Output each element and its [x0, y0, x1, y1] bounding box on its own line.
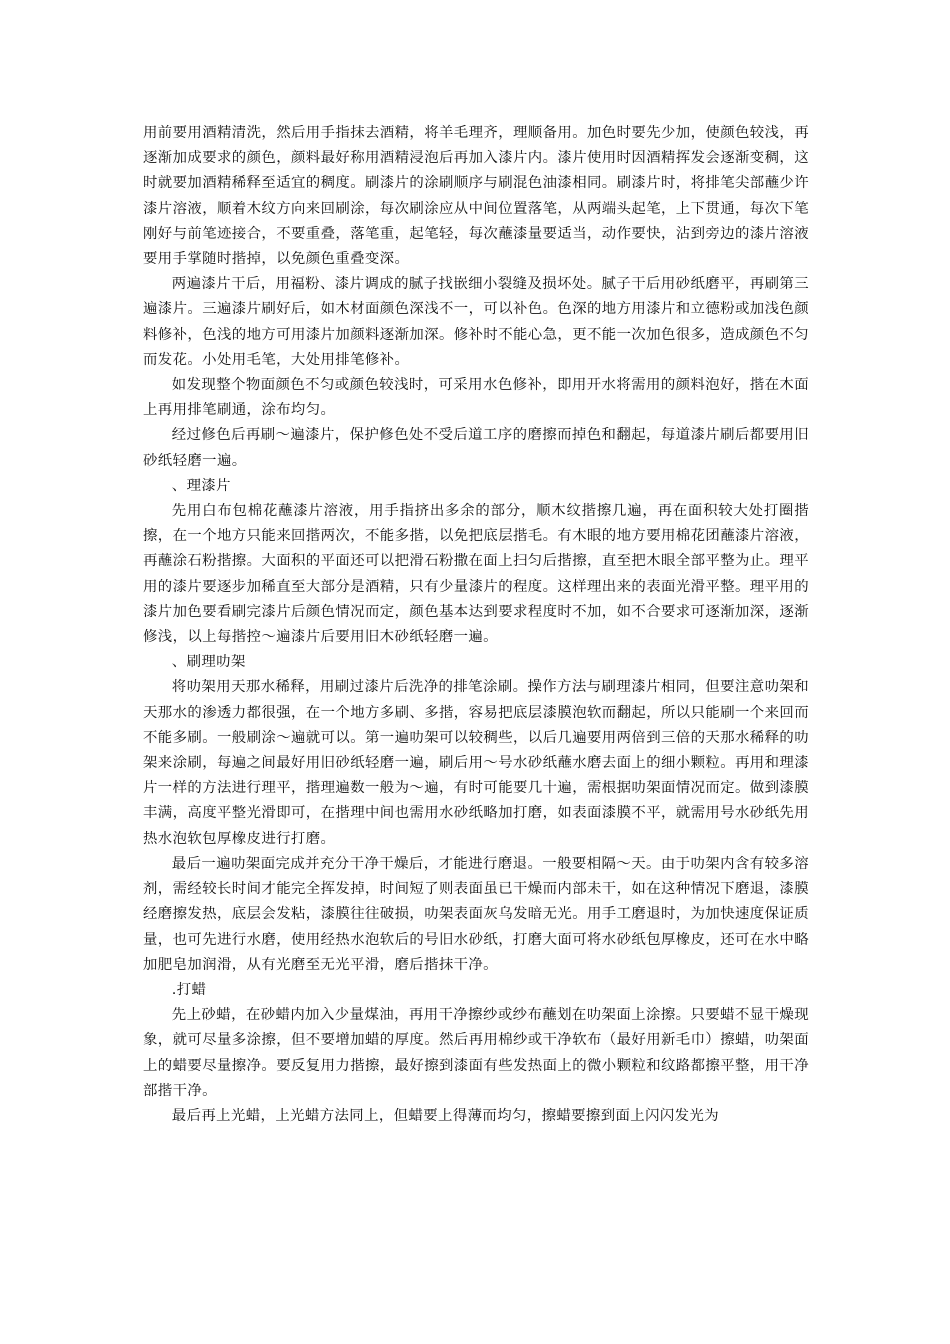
paragraph: 如发现整个物面颜色不匀或颜色较浅时，可采用水色修补，即用开水将需用的颜料泡好，揩在木面上再用排笔刷通，涂布均匀。 — [143, 377, 809, 419]
document-body — [143, 121, 809, 1129]
paragraph: 先上砂蜡，在砂蜡内加入少量煤油，再用干净擦纱或纱布蘸划在叻架面上涂擦。只要蜡不显干燥现象，就可尽量多涂擦，但不要增加蜡的厚度。然后再用棉纱或干净软布（最好用新毛巾）擦蜡，叻架面上的蜡要尽量擦净。要反复用力揩擦，最好擦到漆面有些发热面上的微小颗粒和纹路都擦平整，用干净部揩干净。 — [143, 1007, 809, 1099]
paragraph: 将叻架用天那水稀释，用刷过漆片后洗净的排笔涂刷。操作方法与刷理漆片相同，但要注意叻架和天那水的渗透力都很强，在一个地方多刷、多揩，容易把底层漆膜泡软而翻起，所以只能刷一个来回而不能多刷。一般刷涂～遍就可以。第一遍叻架可以较稠些，以后几遍要用两倍到三倍的天那水稀释的叻架来涂刷，每遍之间最好用旧砂纸轻磨一遍，刷后用～号水砂纸蘸水磨去面上的细小颗粒。再用和理漆片一样的方法进行理平，揩理遍数一般为～遍，有时可能要几十遍，需根据叻架面情况而定。做到漆膜丰满，高度平整光滑即可，在揩理中间也需用水砂纸略加打磨，如表面漆膜不平，就需用号水砂纸先用热水泡软包厚橡皮进行打磨。 — [143, 679, 809, 847]
paragraph: 先用白布包棉花蘸漆片溶液，用手指挤出多余的部分，顺木纹揩擦几遍，再在面积较大处打圈揩擦，在一个地方只能来回揩两次，不能多揩，以免把底层揩毛。有木眼的地方要用棉花团蘸漆片溶液，再蘸涂石粉揩擦。大面积的平面还可以把滑石粉撒在面上扫匀后揩擦，直至把木眼全部平整为止。理平用的漆片要逐步加稀直至大部分是酒精，只有少量漆片的程度。这样理出来的表面光滑平整。理平用的漆片加色要看刷完漆片后颜色情况而定，颜色基本达到要求程度时不加，如不合要求可逐渐加深，逐渐修浅，以上每揩控～遍漆片后要用旧木砂纸轻磨一遍。 — [143, 503, 809, 646]
section-heading: .打蜡 — [171, 981, 207, 998]
section-heading: 、刷理叻架 — [171, 654, 246, 671]
paragraph: 用前要用酒精清洗，然后用手指抹去酒精，将羊毛理齐，理顺备用。加色时要先少加，使颜色较浅，再逐渐加成要求的颜色，颜料最好称用酒精浸泡后再加入漆片内。漆片使用时因酒精挥发会逐渐变稠，这时就要加酒精稀释至适宜的稠度。刷漆片的涂刷顺序与刷混色油漆相同。刷漆片时，将排笔尖部蘸少许漆片溶液，顺着木纹方向来回刷涂，每次刷涂应从中间位置落笔，从两端头起笔，上下贯通，每次下笔刚好与前笔迹接合，不要重叠，落笔重，起笔轻，每次蘸漆量要适当，动作要快，沾到旁边的漆片溶液要用手掌随时揩掉，以免颜色重叠变深。 — [143, 125, 809, 268]
paragraph: 最后一遍叻架面完成并充分干净干燥后，才能进行磨退。一般要相隔～天。由于叻架内含有较多溶剂，需经较长时间才能完全挥发掉，时间短了则表面虽已干燥而内部未干，如在这种情况下磨退，漆膜经磨擦发热，底层会发粘，漆膜往往破损，叻架表面灰乌发暗无光。用手工磨退时，为加快速度保证质量，也可先进行水磨，使用经热水泡软后的号旧水砂纸，打磨大面可将水砂纸包厚橡皮，还可在水中略加肥皂加润滑，从有光磨至无光平滑，磨后揩抹干净。 — [143, 855, 809, 973]
paragraph: 经过修色后再刷～遍漆片，保护修色处不受后道工序的磨擦而掉色和翻起，每道漆片刷后都要用旧砂纸轻磨一遍。 — [143, 427, 809, 469]
paragraph: 两遍漆片干后，用福粉、漆片调成的腻子找嵌细小裂缝及损坏处。腻子干后用砂纸磨平，再刷第三遍漆片。三遍漆片刷好后，如木材面颜色深浅不一，可以补色。色深的地方用漆片和立德粉或加浅色颜料修补，色浅的地方可用漆片加颜料逐渐加深。修补时不能心急，更不能一次加色很多，造成颜色不匀而发花。小处用毛笔，大处用排笔修补。 — [143, 276, 809, 368]
section-heading: 、理漆片 — [171, 477, 231, 494]
paragraph: 最后再上光蜡，上光蜡方法同上，但蜡要上得薄而均匀，擦蜡要擦到面上闪闪发光为 — [171, 1107, 720, 1124]
